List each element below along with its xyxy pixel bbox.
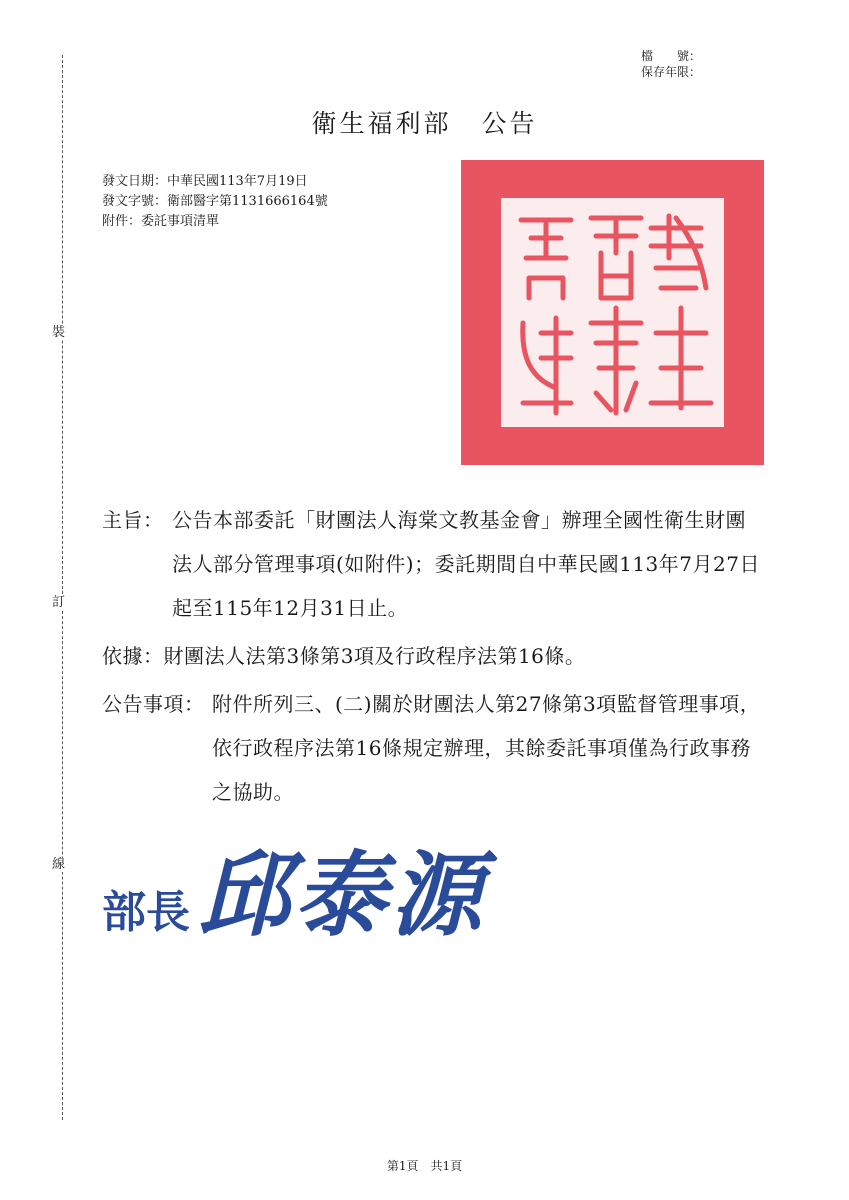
- binding-mark-xian: 線: [52, 857, 66, 872]
- subject-paragraph: [102, 498, 762, 630]
- page-total: 共1頁: [430, 1159, 463, 1173]
- page-title: [0, 104, 849, 140]
- notice-text: 附件所列三、(二)關於財團法人第27條第3項監督管理事項，依行政程序法第16條規定辦理，其餘委託事項僅為行政事務之協助。: [212, 692, 761, 804]
- minister-title: 部長: [102, 887, 190, 938]
- binding-mark-zhuang: 裝: [52, 325, 66, 340]
- doc-number: 發文字號：衛部醫字第1131666164號: [102, 194, 328, 209]
- subject-text: 公告本部委託「財團法人海棠文教基金會」辦理全國性衛生財團法人部分管理事項(如附件)；委託期間自中華民國113年7月27日起至115年12月31日止。: [172, 508, 760, 620]
- file-number-label: 檔 號：: [640, 49, 701, 63]
- page-footer: [0, 1157, 849, 1174]
- notice-paragraph: [102, 682, 762, 814]
- page-number: 第1頁: [386, 1159, 419, 1173]
- archive-fields: [641, 48, 701, 80]
- official-seal: [461, 160, 764, 465]
- issue-date: 發文日期：中華民國113年7月19日: [102, 174, 308, 189]
- subject-label: 主旨：: [102, 508, 164, 532]
- binding-line: [62, 55, 63, 1120]
- retention-label: 保存年限：: [640, 65, 701, 79]
- document-meta: [102, 172, 328, 232]
- attachment: 附件：委託事項清單: [102, 214, 220, 229]
- seal-face: [501, 198, 724, 427]
- agency-name: 衛生福利部: [311, 109, 452, 138]
- minister-signature: [102, 822, 486, 954]
- basis-paragraph: 依據：財團法人法第3條第3項及行政程序法第16條。: [102, 644, 586, 668]
- minister-name: 邱泰源: [198, 841, 487, 949]
- doc-type: 公告: [481, 109, 538, 138]
- notice-label: 公告事項：: [102, 692, 205, 716]
- binding-mark-ding: 訂: [52, 595, 66, 610]
